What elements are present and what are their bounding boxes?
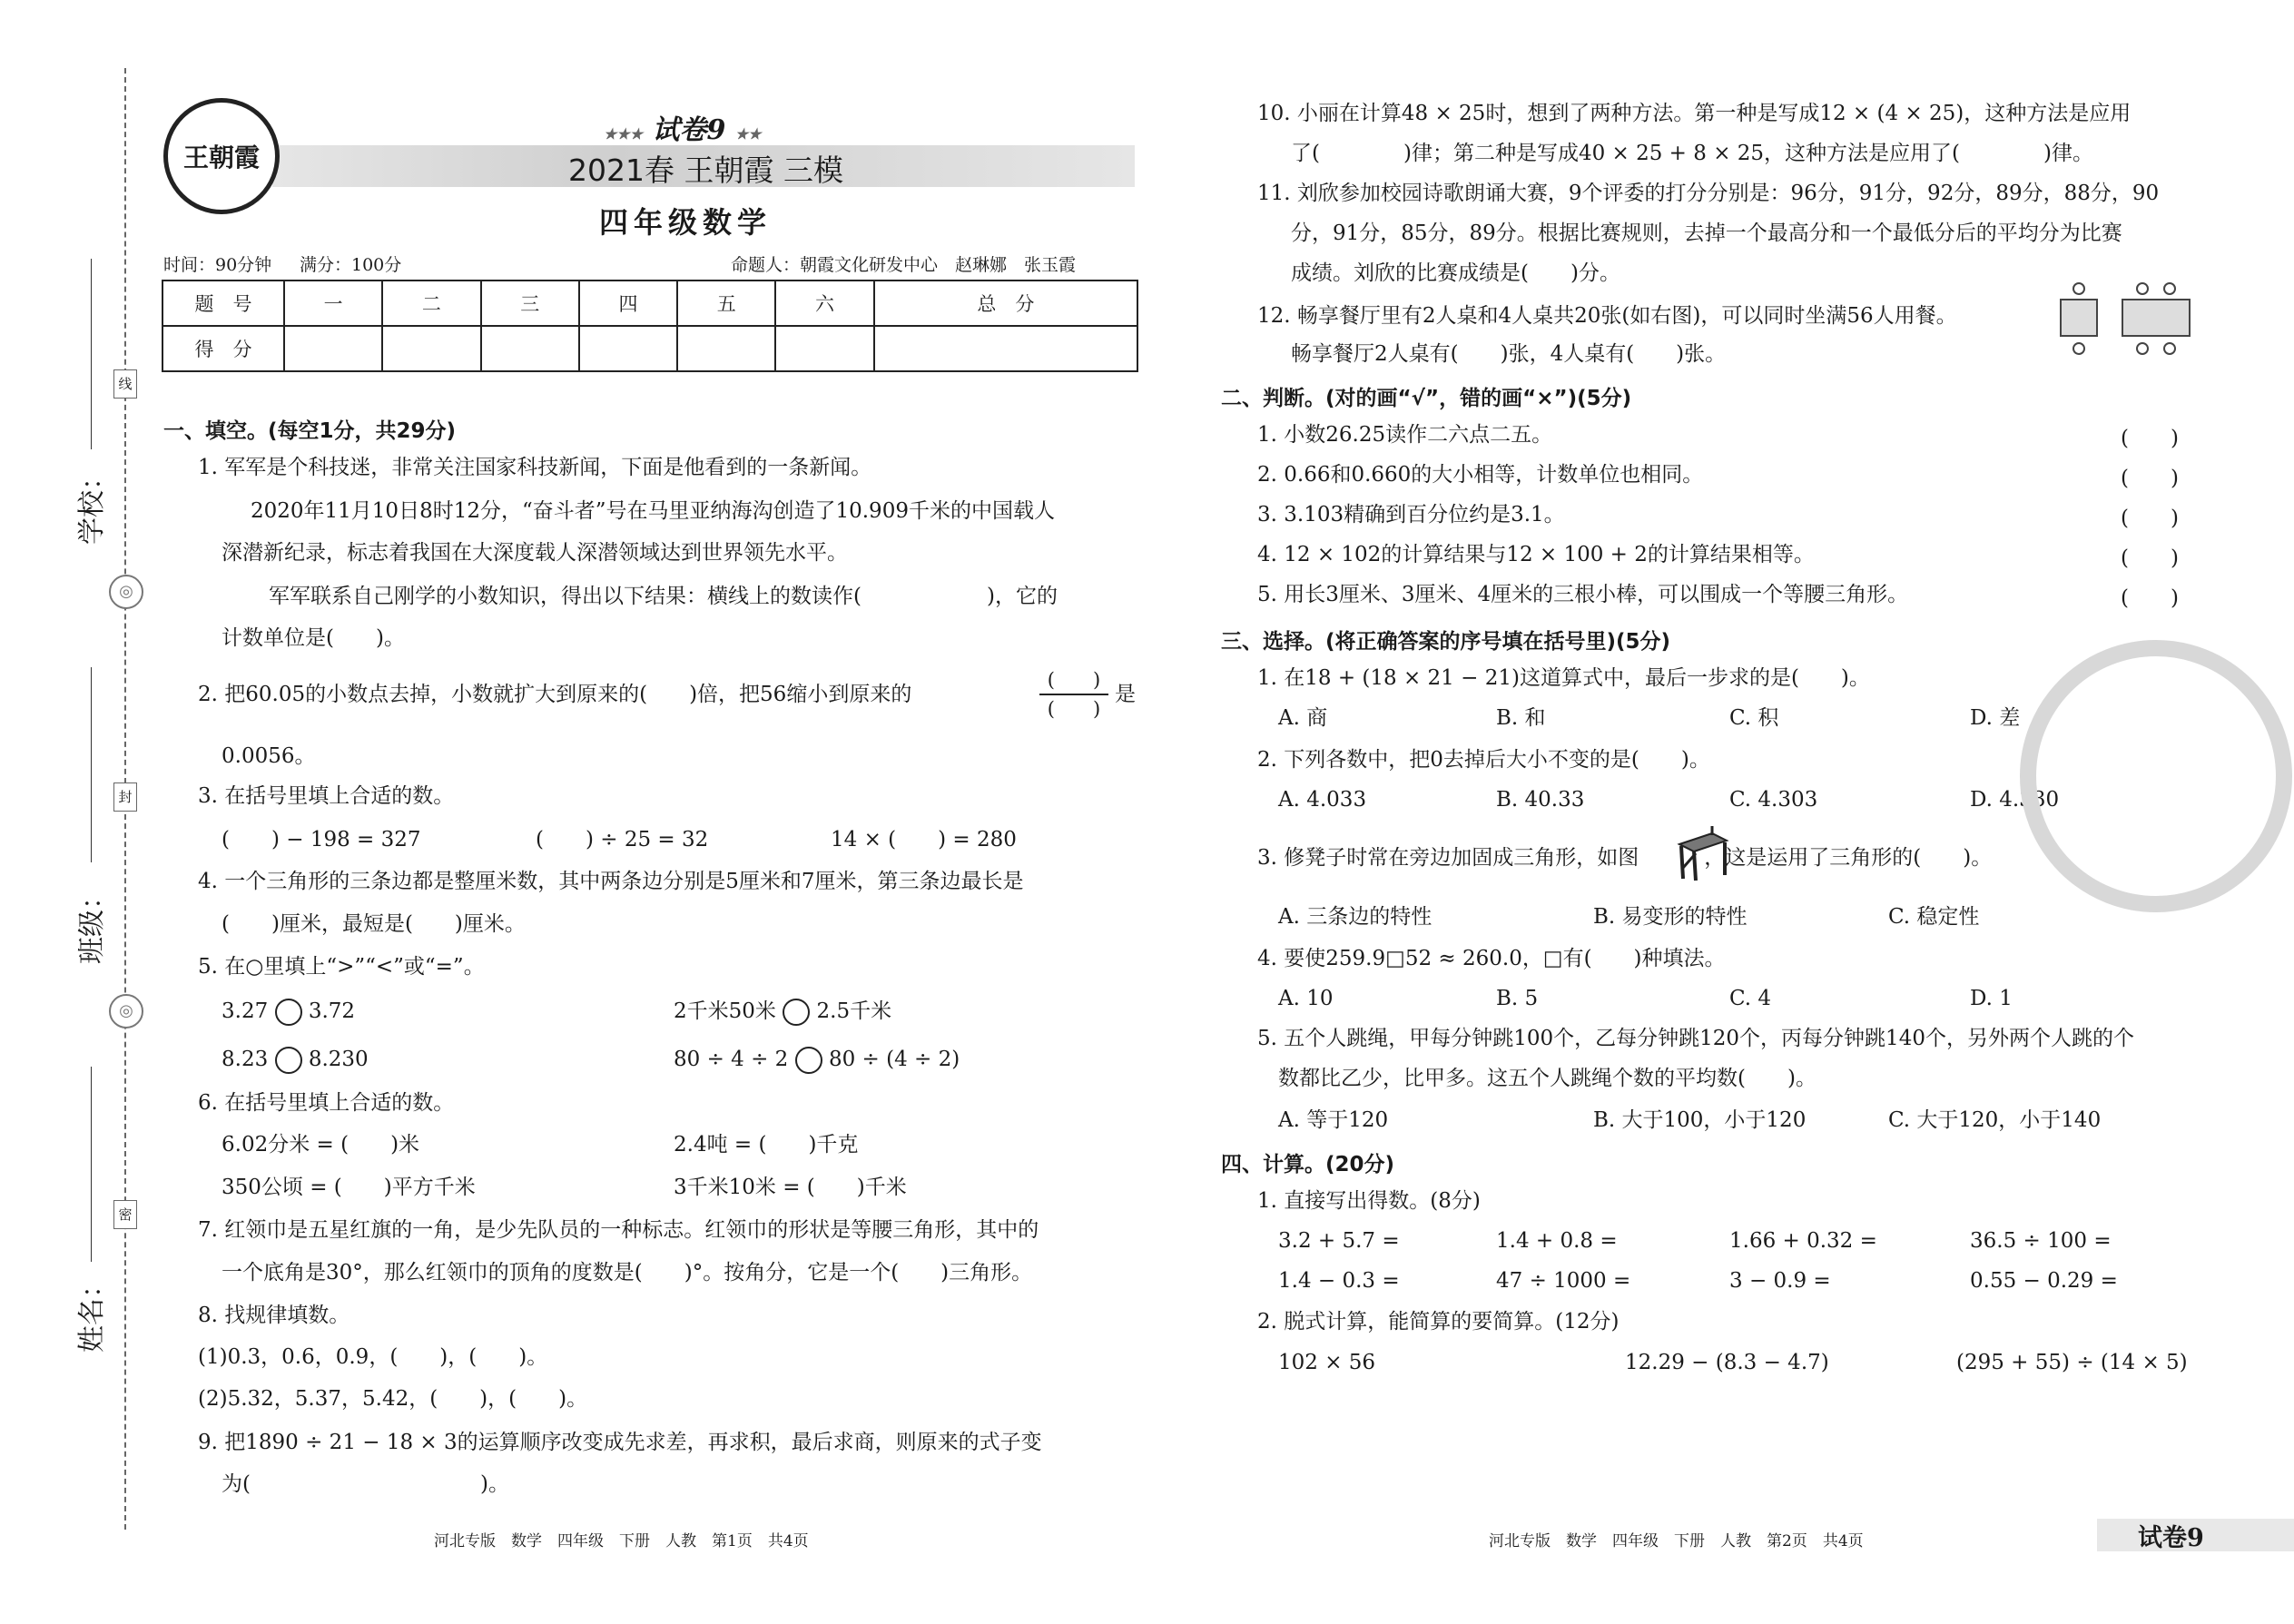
score-header-cell: 四 <box>579 281 677 326</box>
choice-q4-option-d[interactable]: D. 1 <box>1970 987 2013 1010</box>
choice-q2-option-c[interactable]: C. 4.303 <box>1729 788 1818 812</box>
q1-news-line2: 深潜新纪录，标志着我国在大深度载人深潜领域达到世界领先水平。 <box>222 541 848 565</box>
calc-item[interactable]: 1.66 + 0.32 = <box>1729 1229 1877 1253</box>
choice-q4-option-b[interactable]: B. 5 <box>1496 987 1539 1010</box>
choice-q2-option-d[interactable]: D. 4.330 <box>1970 788 2060 812</box>
compare-circle[interactable] <box>275 1047 302 1074</box>
q10-text: 10. 小丽在计算48 × 25时，想到了两种方法。第一种是写成12 × (4 × 25)，这种方法是应用 <box>1257 102 2132 125</box>
choice-q1-option-a[interactable]: A. 商 <box>1278 706 1328 730</box>
section-3-title: 三、选择。(将正确答案的序号填在括号里)(5分) <box>1221 630 1671 654</box>
seal-mark-seal: 封 <box>113 782 137 812</box>
q7-text-2[interactable]: 一个底角是30°，那么红领巾的顶角的度数是( )°。按角分，它是一个( )三角形。 <box>222 1261 1033 1284</box>
calc-item[interactable]: 1.4 − 0.3 = <box>1278 1269 1400 1293</box>
calc-item[interactable]: 3.2 + 5.7 = <box>1278 1229 1400 1253</box>
calc-q1: 1. 直接写出得数。(8分) <box>1257 1189 1481 1213</box>
q9-text-2[interactable]: 为( )。 <box>222 1472 509 1496</box>
q3-text: 3. 在括号里填上合适的数。 <box>198 784 455 808</box>
class-field[interactable] <box>91 667 92 862</box>
score-cell[interactable] <box>677 326 775 371</box>
q5-item-d[interactable]: 80 ÷ 4 ÷ 2 80 ÷ (4 ÷ 2) <box>674 1046 960 1074</box>
star-icon: ★★★ <box>604 125 644 143</box>
footer-left: 河北专版 数学 四年级 下册 人教 第1页 共4页 <box>434 1532 809 1550</box>
judge-answer-3[interactable]: ( ) <box>2121 507 2179 530</box>
choice-q2-option-b[interactable]: B. 40.33 <box>1496 788 1585 812</box>
choice-q1-option-b[interactable]: B. 和 <box>1496 706 1546 730</box>
exam-title: 2021春 王朝霞 三模 <box>568 153 843 188</box>
footer-tag: 试卷9 <box>2138 1524 2204 1552</box>
score-cell[interactable] <box>775 326 873 371</box>
q11-text-2: 分，91分，85分，89分。根据比赛规则，去掉一个最高分和一个最低分后的平均分为比赛 <box>1291 221 2122 245</box>
judge-item-3: 3. 3.103精确到百分位约是3.1。 <box>1257 503 1565 527</box>
judge-item-1: 1. 小数26.25读作二六点二五。 <box>1257 423 1553 447</box>
judge-answer-2[interactable]: ( ) <box>2121 467 2179 490</box>
score-cell[interactable] <box>382 326 480 371</box>
q11-text: 11. 刘欣参加校园诗歌朗诵大赛，9个评委的打分分别是：96分，91分，92分，89分，88分，90 <box>1257 182 2160 205</box>
q10-text-2[interactable]: 了( )律；第二种是写成40 × 25 + 8 × 25，这种方法是应用了( )律。 <box>1291 142 2094 165</box>
calc-item[interactable]: 1.4 + 0.8 = <box>1496 1229 1618 1253</box>
compare-circle[interactable] <box>783 999 810 1026</box>
choice-q5-option-a[interactable]: A. 等于120 <box>1278 1108 1389 1132</box>
q3-item-c[interactable]: 14 × ( ) = 280 <box>831 828 1017 851</box>
trial-number: ★★★ 试卷9 ★★ <box>604 114 762 146</box>
choice-q1-option-c[interactable]: C. 积 <box>1729 706 1779 730</box>
compare-circle[interactable] <box>795 1047 822 1074</box>
step-calc-item[interactable]: 102 × 56 <box>1278 1351 1376 1374</box>
calc-q2: 2. 脱式计算，能简算的要简算。(12分) <box>1257 1310 1620 1334</box>
choice-q5-option-b[interactable]: B. 大于100，小于120 <box>1593 1108 1807 1132</box>
choice-q4-option-c[interactable]: C. 4 <box>1729 987 1772 1010</box>
choice-q5: 5. 五个人跳绳，甲每分钟跳100个，乙每分钟跳120个，丙每分钟跳140个，另外两个人跳的个 <box>1257 1027 2134 1050</box>
score-table <box>162 280 1138 372</box>
step-calc-item[interactable]: (295 + 55) ÷ (14 × 5) <box>1956 1351 2188 1374</box>
q8-item-2[interactable]: (2)5.32，5.37，5.42，( )，( )。 <box>198 1387 588 1411</box>
score-header-cell: 二 <box>382 281 480 326</box>
secret-watermark-icon <box>2020 640 2292 912</box>
two-seat-table-icon <box>2061 283 2097 354</box>
calc-item[interactable]: 0.55 − 0.29 = <box>1970 1269 2118 1293</box>
q5-text: 5. 在○里填上“>”“<”或“=”。 <box>198 955 485 979</box>
seal-mark-secret: 密 <box>113 1200 137 1229</box>
q6-item-b[interactable]: 2.4吨 = ( )千克 <box>674 1133 859 1156</box>
q2-text-3: 0.0056。 <box>222 744 316 768</box>
choice-q5-option-c[interactable]: C. 大于120，小于140 <box>1888 1108 2102 1132</box>
q12-text-2[interactable]: 畅享餐厅2人桌有( )张，4人桌有( )张。 <box>1291 342 1727 366</box>
q6-item-a[interactable]: 6.02分米 = ( )米 <box>222 1133 420 1156</box>
choice-q3[interactable]: 3. 修凳子时常在旁边加固成三角形，如图 ，这是运用了三角形的( )。 <box>1257 846 1993 870</box>
choice-q2[interactable]: 2. 下列各数中，把0去掉后大小不变的是( )。 <box>1257 748 1710 772</box>
school-label: 学校： <box>76 463 108 545</box>
q1-task-2: 计数单位是( )。 <box>222 626 405 650</box>
q2-text-2: 是 <box>1115 683 1136 706</box>
score-table-header-row <box>162 281 1137 326</box>
q1-task: 军军联系自己刚学的小数知识，得出以下结果：横线上的数读作( )，它的 <box>269 585 1058 608</box>
four-seat-table-icon <box>2122 283 2190 354</box>
score-header-cell: 一 <box>284 281 382 326</box>
q8-text: 8. 找规律填数。 <box>198 1304 350 1327</box>
q4-text: 4. 一个三角形的三条边都是整厘米数，其中两条边分别是5厘米和7厘米，第三条边最长是 <box>198 870 1024 893</box>
authors: 命题人：朝霞文化研发中心 赵琳娜 张玉霞 <box>731 255 1077 275</box>
q5-item-b[interactable]: 2千米50米 2.5千米 <box>674 998 891 1026</box>
score-row-label: 得 分 <box>162 326 284 371</box>
table-diagram <box>2052 280 2197 361</box>
q5-item-a[interactable]: 3.27 3.72 <box>222 998 355 1026</box>
choice-q2-option-a[interactable]: A. 4.033 <box>1278 788 1367 812</box>
judge-item-2: 2. 0.66和0.660的大小相等，计数单位也相同。 <box>1257 463 1704 487</box>
calc-item[interactable]: 47 ÷ 1000 = <box>1496 1269 1631 1293</box>
score-header-cell: 六 <box>775 281 873 326</box>
q8-item-1[interactable]: (1)0.3，0.6，0.9，( )，( )。 <box>198 1345 548 1369</box>
q6-text: 6. 在括号里填上合适的数。 <box>198 1091 455 1115</box>
choice-q1[interactable]: 1. 在18 + (18 × 21 − 21)这道算式中，最后一步求的是( )。 <box>1257 666 1870 690</box>
q3-item-a[interactable]: ( ) − 198 = 327 <box>222 828 421 851</box>
footer-right: 河北专版 数学 四年级 下册 人教 第2页 共4页 <box>1489 1532 1864 1550</box>
score-cell[interactable] <box>579 326 677 371</box>
judge-item-5: 5. 用长3厘米、3厘米、4厘米的三根小棒，可以围成一个等腰三角形。 <box>1257 583 1909 606</box>
step-calc-item[interactable]: 12.29 − (8.3 − 4.7) <box>1625 1351 1829 1374</box>
score-cell[interactable] <box>874 326 1137 371</box>
judge-item-4: 4. 12 × 102的计算结果与12 × 100 + 2的计算结果相等。 <box>1257 543 1815 566</box>
score-table-score-row <box>162 326 1137 371</box>
section-2-title: 二、判断。(对的画“√”，错的画“×”)(5分) <box>1221 387 1632 410</box>
compare-circle[interactable] <box>275 999 302 1026</box>
q7-text: 7. 红领巾是五星红旗的一角，是少先队员的一种标志。红领巾的形状是等腰三角形，其中的 <box>198 1218 1039 1242</box>
logo-text: 王朝霞 <box>182 143 260 172</box>
choice-q1-option-d[interactable]: D. 差 <box>1970 706 2021 730</box>
score-header-cell: 五 <box>677 281 775 326</box>
q2-text: 2. 把60.05的小数点去掉，小数就扩大到原来的( )倍，把56缩小到原来的 <box>198 683 912 706</box>
score-header-cell: 总 分 <box>874 281 1137 326</box>
choice-q4[interactable]: 4. 要使259.9□52 ≈ 260.0，□有( )种填法。 <box>1257 947 1726 970</box>
choice-q3-option-a[interactable]: A. 三条边的特性 <box>1278 905 1433 929</box>
q2-fraction[interactable]: ( ) ( ) <box>1039 666 1108 724</box>
judge-answer-5[interactable]: ( ) <box>2121 586 2179 610</box>
choice-q3-option-c[interactable]: C. 稳定性 <box>1888 905 1980 929</box>
subject-title: 四年级数学 <box>599 205 773 240</box>
name-label: 姓名： <box>76 1271 108 1353</box>
judge-answer-1[interactable]: ( ) <box>2121 427 2179 450</box>
q4-text-2[interactable]: ( )厘米，最短是( )厘米。 <box>222 912 526 936</box>
score-header-cell: 题 号 <box>162 281 284 326</box>
q1-news-line1: 2020年11月10日8时12分，“奋斗者”号在马里亚纳海沟创造了10.909千米的中国载人 <box>251 499 1055 523</box>
q12-text: 12. 畅享餐厅里有2人桌和4人桌共20张(如右图)，可以同时坐满56人用餐。 <box>1257 304 1957 328</box>
name-field[interactable] <box>91 1067 92 1262</box>
choice-q3-option-b[interactable]: B. 易变形的特性 <box>1593 905 1748 929</box>
score-cell[interactable] <box>481 326 579 371</box>
logo-badge <box>163 98 280 214</box>
judge-answer-4[interactable]: ( ) <box>2121 546 2179 570</box>
q3-item-b[interactable]: ( ) ÷ 25 = 32 <box>536 828 709 851</box>
score-cell[interactable] <box>284 326 382 371</box>
section-1-title: 一、填空。(每空1分，共29分) <box>163 419 457 443</box>
class-label: 班级： <box>76 882 108 964</box>
score-header-cell: 三 <box>481 281 579 326</box>
q6-item-d[interactable]: 3千米10米 = ( )千米 <box>674 1176 907 1199</box>
choice-q4-option-a[interactable]: A. 10 <box>1278 987 1334 1010</box>
q1-intro: 1. 军军是个科技迷，非常关注国家科技新闻，下面是他看到的一条新闻。 <box>198 456 872 479</box>
exam-time: 时间：90分钟 <box>163 255 272 275</box>
calc-item[interactable]: 3 − 0.9 = <box>1729 1269 1831 1293</box>
binding-hole-icon: ◎ <box>109 994 143 1029</box>
binding-hole-icon: ◎ <box>109 575 143 609</box>
school-field[interactable] <box>91 259 92 449</box>
seal-mark-line: 线 <box>113 369 137 399</box>
q5-item-c[interactable]: 8.23 8.230 <box>222 1046 369 1074</box>
q9-text: 9. 把1890 ÷ 21 − 18 × 3的运算顺序改变成先求差，再求积，最后求商，则原来的式子变 <box>198 1431 1042 1454</box>
q6-item-c[interactable]: 350公顷 = ( )平方千米 <box>222 1176 476 1199</box>
calc-item[interactable]: 36.5 ÷ 100 = <box>1970 1229 2112 1253</box>
section-4-title: 四、计算。(20分) <box>1221 1153 1395 1176</box>
star-icon: ★★ <box>734 125 762 143</box>
choice-q5-2[interactable]: 数都比乙少，比甲多。这五个人跳绳个数的平均数( )。 <box>1278 1067 1816 1090</box>
stool-icon <box>1672 822 1732 882</box>
q11-text-3[interactable]: 成绩。刘欣的比赛成绩是( )分。 <box>1291 261 1620 285</box>
full-score: 满分：100分 <box>300 255 402 275</box>
